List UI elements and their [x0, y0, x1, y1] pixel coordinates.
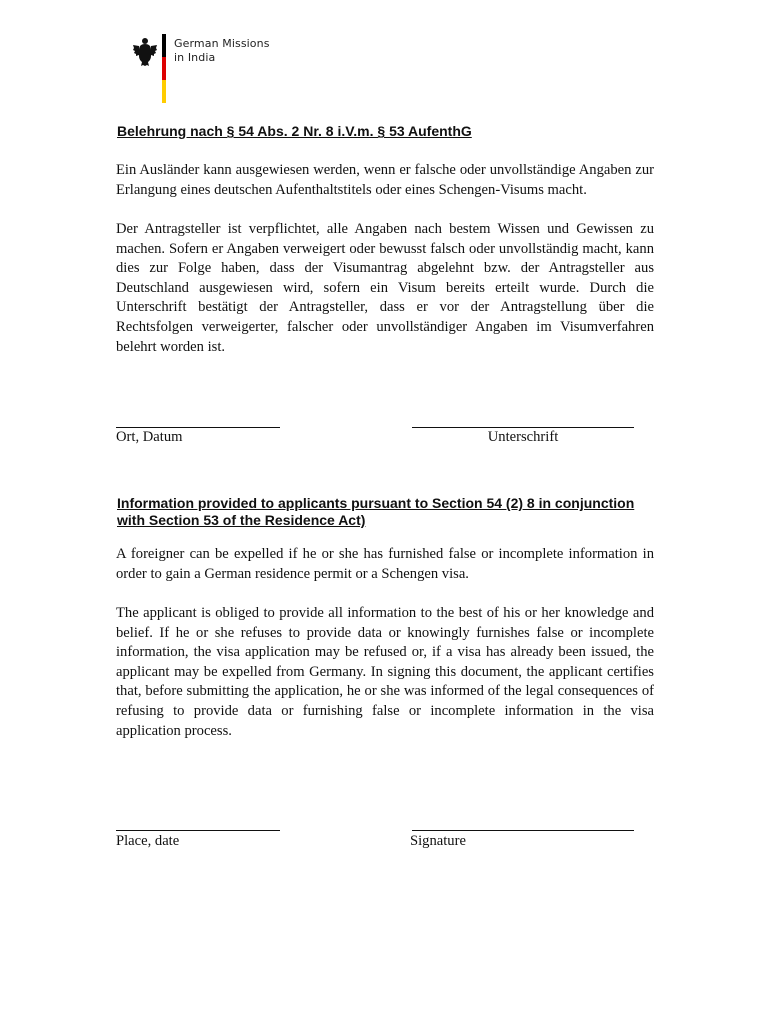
german-missions-logo: [133, 34, 293, 106]
german-paragraph-2: Der Antragsteller ist verpflichtet, alle Angaben nach bestem Wissen und Gewissen zu machen. Sofern er Angaben verweigert oder bewusst falsch oder unvollständig macht, kann dies zur Folge haben, dass der Visumantrag abgelehnt bzw. der Antragsteller aus Deutschland ausgewiesen wird, sofern ein Visum bereits erteilt wurde. Durch die Unterschrift bestätigt der Antragsteller, dass er vor der Antragstellung über die Rechtsfolgen verweigerter, falscher oder unvollständiger Angaben im Visumverfahren belehrt worden ist.: [116, 221, 654, 355]
english-heading: Information provided to applicants pursuant to Section 54 (2) 8 in conjunction with Section 53 of the Residence Act): [117, 495, 635, 528]
german-paragraph-1: Ein Ausländer kann ausgewiesen werden, wenn er falsche oder unvollständige Angaben zur Erlangung eines deutschen Aufenthaltstitels oder eines Schengen-Visums macht.: [116, 162, 654, 198]
organization-name-line1: German Missions: [174, 37, 270, 50]
german-signature-label: Unterschrift: [487, 429, 559, 445]
english-paragraph-1: A foreigner can be expelled if he or she has furnished false or incomplete information in order to gain a German residence permit or a Schengen visa.: [116, 546, 654, 582]
organization-name: [174, 37, 270, 65]
german-heading: Belehrung nach § 54 Abs. 2 Nr. 8 i.V.m. § 53 AufenthG: [117, 123, 472, 139]
english-place-date-label: Place, date: [116, 833, 180, 849]
flag-stripe-red: [162, 57, 166, 80]
flag-bar: [162, 34, 166, 103]
english-signature-line: [412, 830, 634, 831]
english-signature-label: Signature: [410, 833, 466, 849]
german-place-date-label: Ort, Datum: [116, 429, 183, 445]
flag-stripe-black: [162, 34, 166, 57]
federal-eagle-icon: [133, 36, 157, 66]
organization-name-line2: in India: [174, 51, 216, 64]
english-place-date-line: [116, 830, 280, 831]
english-paragraph-2: The applicant is obliged to provide all information to the best of his or her knowledge and belief. If he or she refuses to provide data or knowingly furnishes false or incomplete information, the visa application may be refused or, if a visa has already been issued, the applicant may be expelled from Germany. In signing this document, the applicant certifies that, before submitting the application, he or she was informed of the legal consequences of refusing to provide data or furnishing false or incomplete information in the visa application process.: [116, 605, 654, 739]
flag-stripe-gold: [162, 80, 166, 103]
